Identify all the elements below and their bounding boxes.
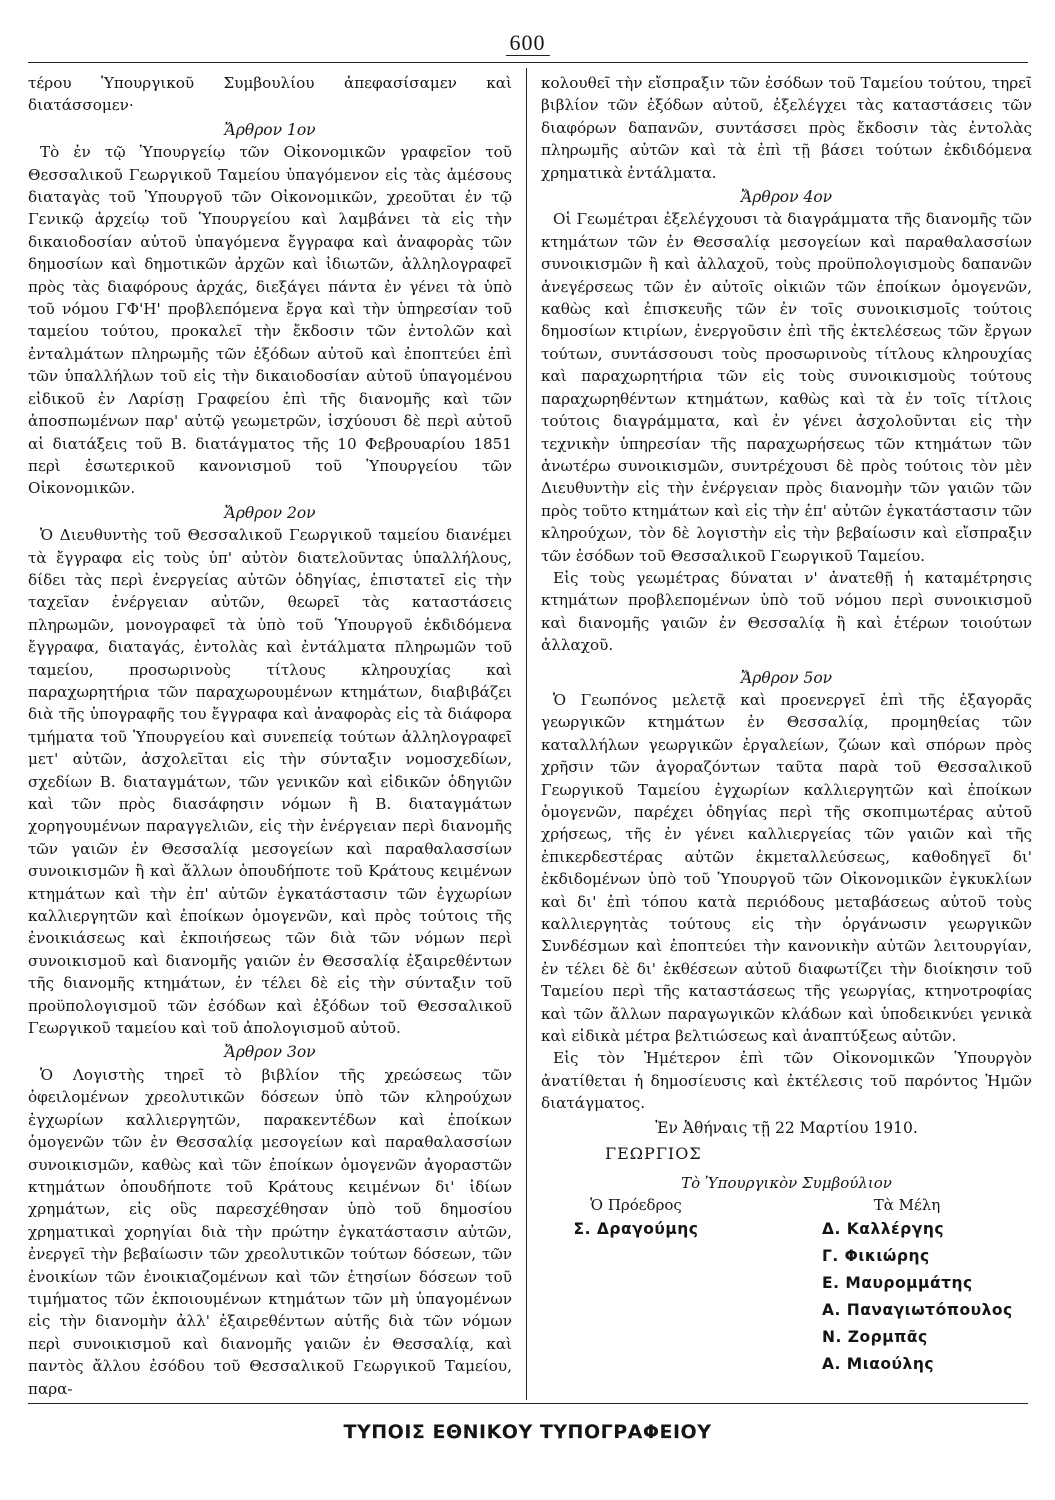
article-4-text-2: Εἰς τοὺς γεωμέτρας δύναται ν' ἀνατεθῇ ἡ καταμέτρησις κτημάτων προβλεπομένων ὑπὸ τοῦ νόμου περὶ συνοικισμοῦ καὶ διανομῆς γαιῶν ἐν Θεσσαλίᾳ ἢ καὶ ἑτέρων τοιούτων ἀλλαχοῦ. (541, 568, 1032, 655)
article-2-title: Ἄρθρον 2ον (224, 503, 316, 522)
article-3-text: Ὁ Λογιστὴς τηρεῖ τὸ βιβλίον τῆς χρεώσεως τῶν ὀφειλομένων χρεολυτικῶν δόσεων ὑπὸ τῶν κληρούχων ἐγχωρίων καλλιεργητῶν, παρακεντέδων καὶ ἐποίκων ὁμογενῶν τῶν ἐν Θεσσαλίᾳ μεσογείων καὶ παραθαλασσίων συνοικισμῶν, καθὼς καὶ τῶν ἐποίκων ὁμογενῶν ἀγοραστῶν κτημάτων ὁπουδήποτε τοῦ Κράτους κειμένων δι' ἰδίων χρημάτων, εἰς οὓς παρεσχέθησαν ὑπὸ τοῦ δημοσίου χρηματικαὶ χορηγίαι διὰ τὴν πρώτην ἐγκατάστασιν αὐτῶν, ἐνεργεῖ τὴν βεβαίωσιν τῶν χρεολυτικῶν τούτων δόσεων, τῶν ἐνοικίων τῶν ἐνοικιαζομένων καὶ τῶν ἐτησίων δόσεων τοῦ τιμήματος τῶν ἐκποιουμένων κτημάτων τῶν μὴ ὑπαγομένων εἰς τὴν διανομὴν ἀλλ' ἐξαιρεθέντων αὐτῆς διὰ τῶν νόμων περὶ συνοικισμοῦ καὶ διανομῆς γαιῶν ἐν Θεσσαλίᾳ, καὶ παντὸς ἄλλου ἐσόδου τοῦ Θεσσαλικοῦ Γεωργικοῦ Ταμείου, παρα- (28, 1065, 512, 1398)
column-divider (526, 68, 527, 1400)
article-1-title: Ἄρθρον 1ον (224, 120, 316, 139)
article-5-text: Ὁ Γεωπόνος μελετᾷ καὶ προενεργεῖ ἐπὶ τῆς ἐξαγορᾶς γεωργικῶν κτημάτων ἐν Θεσσαλίᾳ, προμηθείας τῶν καταλλήλων γεωργικῶν ἐργαλείων, ζώων καὶ σπόρων πρὸς χρῆσιν τῶν ἀγοραζόντων ταῦτα παρὰ τοῦ Θεσσαλικοῦ Γεωργικοῦ Ταμείου ἐγχωρίων καλλιεργητῶν καὶ ἐποίκων ὁμογενῶν, παρέχει ὁδηγίας περὶ τῆς σκοπιμωτέρας αὐτοῦ χρήσεως, τῆς ἐν γένει καλλιεργείας τῶν γαιῶν καὶ τῆς ἐπικερδεστέρας αὐτῶν ἐκμεταλλεύσεως, καθοδηγεῖ δι' ἐκδιδομένων ὑπὸ τοῦ Ὑπουργοῦ τῶν Οἰκονομικῶν ἐγκυκλίων καὶ δι' ἐπὶ τόπου κατὰ περιόδους μεταβάσεως αὐτοῦ τοὺς καλλιεργητὰς τούτους εἰς τὴν ὀργάνωσιν γεωργικῶν Συνδέσμων καὶ ἐποπτεύει τὴν κανονικὴν αὐτῶν λειτουργίαν, ἐν τέλει δὲ δι' ἐκθέσεων αὐτοῦ διαφωτίζει τὴν διοίκησιν τοῦ Ταμείου περὶ τῆς καταστάσεως τῆς γεωργίας, κτηνοτροφίας καὶ τῶν ἄλλων παραγωγικῶν κλάδων καὶ ὑποδεικνύει γενικὰ καὶ εἰδικὰ μέτρα βελτιώσεως καὶ ἀναπτύξεως αὐτῶν. (541, 690, 1032, 1046)
council-heading: Τὸ Ὑπουργικὸν Συμβούλιον (681, 1173, 892, 1192)
top-rule (28, 62, 1028, 63)
member-name: Ν. Ζορμπᾶς (822, 1327, 928, 1346)
member-name: Δ. Καλλέργης (822, 1219, 945, 1238)
closing-text: Εἰς τὸν Ἡμέτερον ἐπὶ τῶν Οἰκονομικῶν Ὑπουργὸν ἀνατίθεται ἡ δημοσίευσις καὶ ἐκτέλεσις τοῦ παρόντος Ἡμῶν διατάγματος. (541, 1049, 1032, 1113)
date-line: Ἐν Ἀθήναις τῇ 22 Μαρτίου 1910. (655, 1118, 918, 1137)
article-1-text: Τὸ ἐν τῷ Ὑπουργείῳ τῶν Οἰκονομικῶν γραφεῖον τοῦ Θεσσαλικοῦ Γεωργικοῦ Ταμείου ὑπαγόμενον εἰς τὰς ἀμέσους διαταγὰς τοῦ Ὑπουργοῦ τῶν Οἰκονομικῶν, χρεοῦται ἐν τῷ Γενικῷ ἀρχείῳ τοῦ Ὑπουργείου καὶ λαμβάνει τὰ εἰς τὴν δικαιοδοσίαν αὐτοῦ ὑπαγόμενα ἔγγραφα καὶ ἀναφορὰς τῶν δημοσίων καὶ δημοτικῶν ἀρχῶν καὶ ἰδιωτῶν, ἀλληλογραφεῖ πρὸς τὰς διαφόρους ἀρχάς, διεξάγει πάντα ἐν γένει τὰ ὑπὸ τοῦ νόμου ΓΦ'Η' προβλεπόμενα ἔργα καὶ τὴν ὑπηρεσίαν τοῦ ταμείου τούτου, προκαλεῖ τὴν ἔκδοσιν τῶν ἐντολῶν καὶ ἐνταλμάτων πληρωμῆς τῶν ἐξόδων αὐτοῦ καὶ ἐποπτεύει ἐπὶ τῶν ὑπαλλήλων τοῦ εἰς τὴν δικαιοδοσίαν αὐτοῦ ὑπαγομένου εἰδικοῦ ἐν Λαρίσῃ Γραφείου ἐπὶ τῆς διανομῆς καὶ τῶν ἀποσπωμένων παρ' αὐτῷ γεωμετρῶν, ἰσχύουσι δὲ περὶ αὐτοῦ αἱ διατάξεις τοῦ Β. διατάγματος τῆς 10 Φεβρουαρίου 1851 περὶ ἐσωτερικοῦ κανονισμοῦ τοῦ Ὑπουργείου τῶν Οἰκονομικῶν. (28, 143, 512, 498)
article-3-continued: κολουθεῖ τὴν εἴσπραξιν τῶν ἐσόδων τοῦ Ταμείου τούτου, τηρεῖ βιβλίον τῶν ἐξόδων αὐτοῦ, ἐξελέγχει τὰς καταστάσεις τῶν διαφόρων δαπανῶν, συντάσσει πρὸς ἔκδοσιν τὰς ἐντολὰς πληρωμῆς αὐτῶν καὶ τὰ ἐπὶ τῇ βάσει τούτων ἐκδιδόμενα χρηματικὰ ἐντάλματα. (541, 74, 1032, 182)
king-signature: ΓΕΩΡΓΙΟΣ (605, 1144, 702, 1164)
president-block (541, 1194, 731, 1378)
left-column (28, 72, 512, 1400)
member-name: Ε. Μαυρομμάτης (822, 1273, 973, 1292)
article-2-text: Ὁ Διευθυντὴς τοῦ Θεσσαλικοῦ Γεωργικοῦ ταμείου διανέμει τὰ ἔγγραφα εἰς τοὺς ὑπ' αὐτὸν διατελοῦντας ὑπαλλήλους, δίδει τὰς περὶ ἐνεργείας αὐτῶν ὁδηγίας, ἐπιστατεῖ εἰς τὴν ταχεῖαν ἐνέργειαν αὐτῶν, θεωρεῖ τὰς καταστάσεις πληρωμῶν, μονογραφεῖ τὰ ὑπὸ τοῦ Ὑπουργοῦ ἐκδιδόμενα ἔγγραφα, διαταγάς, ἐντολὰς καὶ ἐντάλματα πληρωμῶν τοῦ ταμείου, προσωρινοὺς τίτλους κληρουχίας καὶ παραχωρητήρια τῶν παραχωρουμένων κτημάτων, διαβιβάζει διὰ τῆς ὑπογραφῆς του ἔγγραφα καὶ ἀναφορὰς εἰς τὰ διάφορα τμήματα τοῦ Ὑπουργείου καὶ συνεπείᾳ τούτων ἀλληλογραφεῖ μετ' αὐτῶν, ἀσχολεῖται εἰς τὴν σύνταξιν νομοσχεδίων, σχεδίων Β. διαταγμάτων, τῶν γενικῶν καὶ εἰδικῶν ὁδηγιῶν καὶ τῶν πρὸς διασάφησιν νόμων ἢ Β. διαταγμάτων χορηγουμένων παραγγελιῶν, εἰς τὴν ἐνέργειαν περὶ διανομῆς τῶν γαιῶν ἐν Θεσσαλίᾳ μεσογείων καὶ παραθαλασσίων συνοικισμῶν ἢ καὶ ἄλλων ὁπουδήποτε τοῦ Κράτους κειμένων κτημάτων καὶ τὴν ἐπ' αὐτῶν ἐγκατάστασιν τῶν ἐγχωρίων καλλιεργητῶν καὶ ἐποίκων ὁμογενῶν, καὶ πρὸς τούτοις τῆς ἐνοικιάσεως καὶ ἐκποιήσεως τῶν διὰ τῶν νόμων περὶ συνοικισμοῦ καὶ διανομῆς γαιῶν ἐν Θεσσαλίᾳ ἐξαιρεθέντων τῆς διανομῆς κτημάτων, ἐν τέλει δὲ εἰς τὴν σύνταξιν τοῦ προϋπολογισμοῦ τῶν ἐσόδων καὶ ἐξόδων τοῦ Θεσσαλικοῦ Γεωργικοῦ ταμείου καὶ τοῦ ἀπολογισμοῦ αὐτοῦ. (28, 526, 512, 1038)
page-number-text: 600 (506, 30, 550, 56)
president-name: Σ. Δραγούμης (573, 1219, 699, 1238)
bottom-rule (28, 1403, 1028, 1404)
article-4-text: Οἱ Γεωμέτραι ἐξελέγχουσι τὰ διαγράμματα τῆς διανομῆς τῶν κτημάτων τῶν ἐν Θεσσαλίᾳ μεσογείων καὶ παραθαλασσίων συνοικισμῶν ἢ καὶ ἀλλαχοῦ, τοὺς προϋπολογισμοὺς δαπανῶν ἀνεγέρσεως τῶν ἐν αὐτοῖς οἰκιῶν τῶν ἐποίκων ὁμογενῶν, καθὼς καὶ ἐπισκευῆς τῶν ἐν τοῖς συνοικισμοῖς τούτοις δημοσίων κτιρίων, ἐνεργοῦσιν ἐπὶ τῆς ἐκτελέσεως τῶν ἔργων τούτων, συντάσσουσι τοὺς προσωρινοὺς τίτλους κληρουχίας καὶ παραχωρητήρια τῶν εἰς τοὺς συνοικισμοὺς τούτους παραχωρηθέντων κτημάτων, καθὼς καὶ τὰ ἐν τοῖς τίτλοις τούτοις διαγράμματα, καὶ ἐν γένει ἀσχολοῦνται εἰς τὴν τεχνικὴν ὑπηρεσίαν τῆς παραχωρήσεως τῶν κτημάτων τῶν ἀνωτέρω συνοικισμῶν, συντρέχουσι δὲ πρὸς τούτοις τὸν μὲν Διευθυντὴν εἰς τὴν ἐνέργειαν πρὸς διανομὴν τῶν γαιῶν τῶν πρὸς τοῦτο κτημάτων καὶ εἰς τὴν ἐπ' αὐτῶν ἐγκατάστασιν τῶν κληρούχων, τὸν δὲ λογιστὴν εἰς τὴν βεβαίωσιν καὶ εἴσπραξιν τῶν ἐσόδων τοῦ Θεσσαλικοῦ Γεωργικοῦ Ταμείου. (541, 210, 1032, 565)
president-label: Ὁ Πρόεδρος (590, 1195, 682, 1214)
members-block (782, 1194, 1032, 1378)
members-label: Τὰ Μέλη (873, 1195, 941, 1214)
member-name: Α. Μιαούλης (822, 1354, 935, 1373)
opening-text: τέρου Ὑπουργικοῦ Συμβουλίου ἀπεφασίσαμεν καὶ διατάσσομεν· (28, 74, 512, 115)
page-number (0, 30, 1055, 56)
member-name: Α. Παναγιωτόπουλος (822, 1300, 1013, 1319)
article-5-title: Ἄρθρον 5ον (740, 668, 833, 687)
printer-imprint: ΤΥΠΟΙΣ ΕΘΝΙΚΟΥ ΤΥΠΟΓΡΑΦΕΙΟΥ (343, 1421, 712, 1443)
article-3-title: Ἄρθρον 3ον (224, 1043, 316, 1062)
article-4-title: Ἄρθρον 4ον (740, 188, 833, 207)
member-name: Γ. Φικιώρης (822, 1246, 930, 1265)
right-column (541, 72, 1032, 1378)
signatures (541, 1194, 1032, 1378)
